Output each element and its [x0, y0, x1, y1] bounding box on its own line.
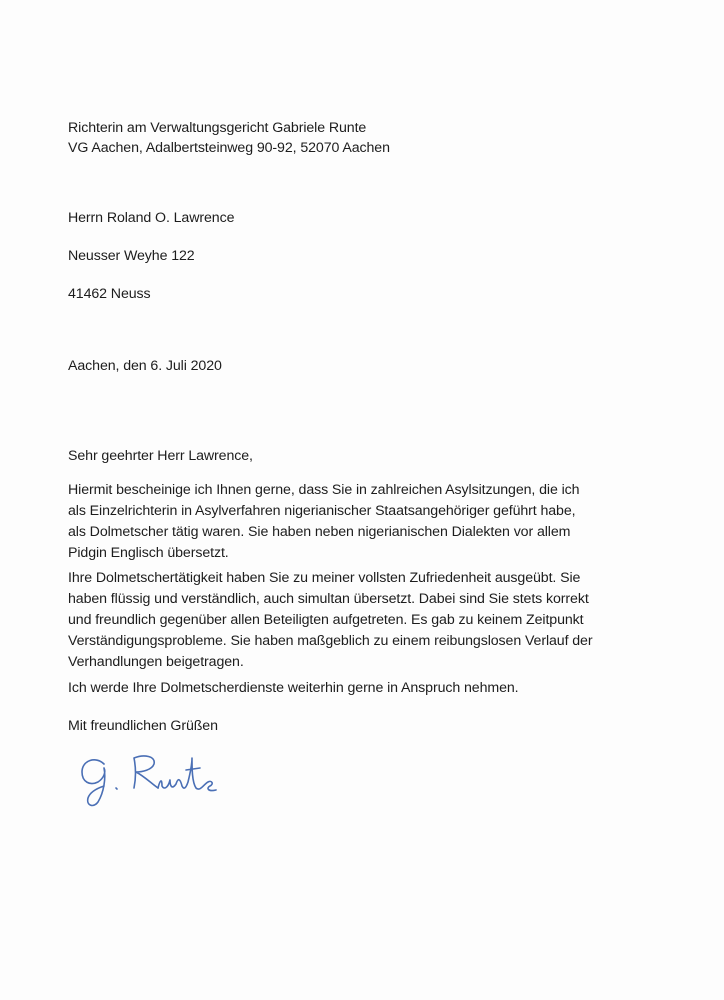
paragraph-1 [68, 480, 688, 564]
closing: Mit freundlichen Grüßen [68, 718, 218, 734]
recipient-street: Neusser Weyhe 122 [68, 248, 195, 264]
sender-line-2: VG Aachen, Adalbertsteinweg 90-92, 52070 Aachen [68, 140, 390, 156]
letter-date: Aachen, den 6. Juli 2020 [68, 358, 222, 374]
paragraph-2-line: Verständigungsprobleme. Sie haben maßgeblich zu einem reibungslosen Verlauf der [68, 633, 593, 649]
paragraph-1-line: als Einzelrichterin in Asylverfahren nigerianischer Staatsangehöriger geführt habe, [68, 503, 576, 519]
paragraph-1-line: Pidgin Englisch übersetzt. [68, 545, 229, 561]
recipient-name: Herrn Roland O. Lawrence [68, 210, 235, 226]
salutation: Sehr geehrter Herr Lawrence, [68, 448, 253, 464]
handwritten-signature-icon [74, 748, 234, 810]
paragraph-2-line: und freundlich gegenüber allen Beteiligten aufgetreten. Es gab zu keinem Zeitpunkt [68, 612, 584, 628]
paragraph-2 [68, 568, 688, 673]
paragraph-1-line: Hiermit bescheinige ich Ihnen gerne, dass Sie in zahlreichen Asylsitzungen, die ich [68, 482, 580, 498]
sender-line-1: Richterin am Verwaltungsgericht Gabriele Runte [68, 120, 367, 136]
paragraph-1-line: als Dolmetscher tätig waren. Sie haben neben nigerianischen Dialekten vor allem [68, 524, 571, 540]
recipient-city: 41462 Neuss [68, 286, 151, 302]
paragraph-3: Ich werde Ihre Dolmetscherdienste weiterhin gerne in Anspruch nehmen. [68, 680, 519, 696]
paragraph-2-line: haben flüssig und verständlich, auch simultan übersetzt. Dabei sind Sie stets korrekt [68, 591, 589, 607]
paragraph-2-line: Verhandlungen beigetragen. [68, 654, 244, 670]
paragraph-2-line: Ihre Dolmetschertätigkeit haben Sie zu meiner vollsten Zufriedenheit ausgeübt. Sie [68, 570, 581, 586]
